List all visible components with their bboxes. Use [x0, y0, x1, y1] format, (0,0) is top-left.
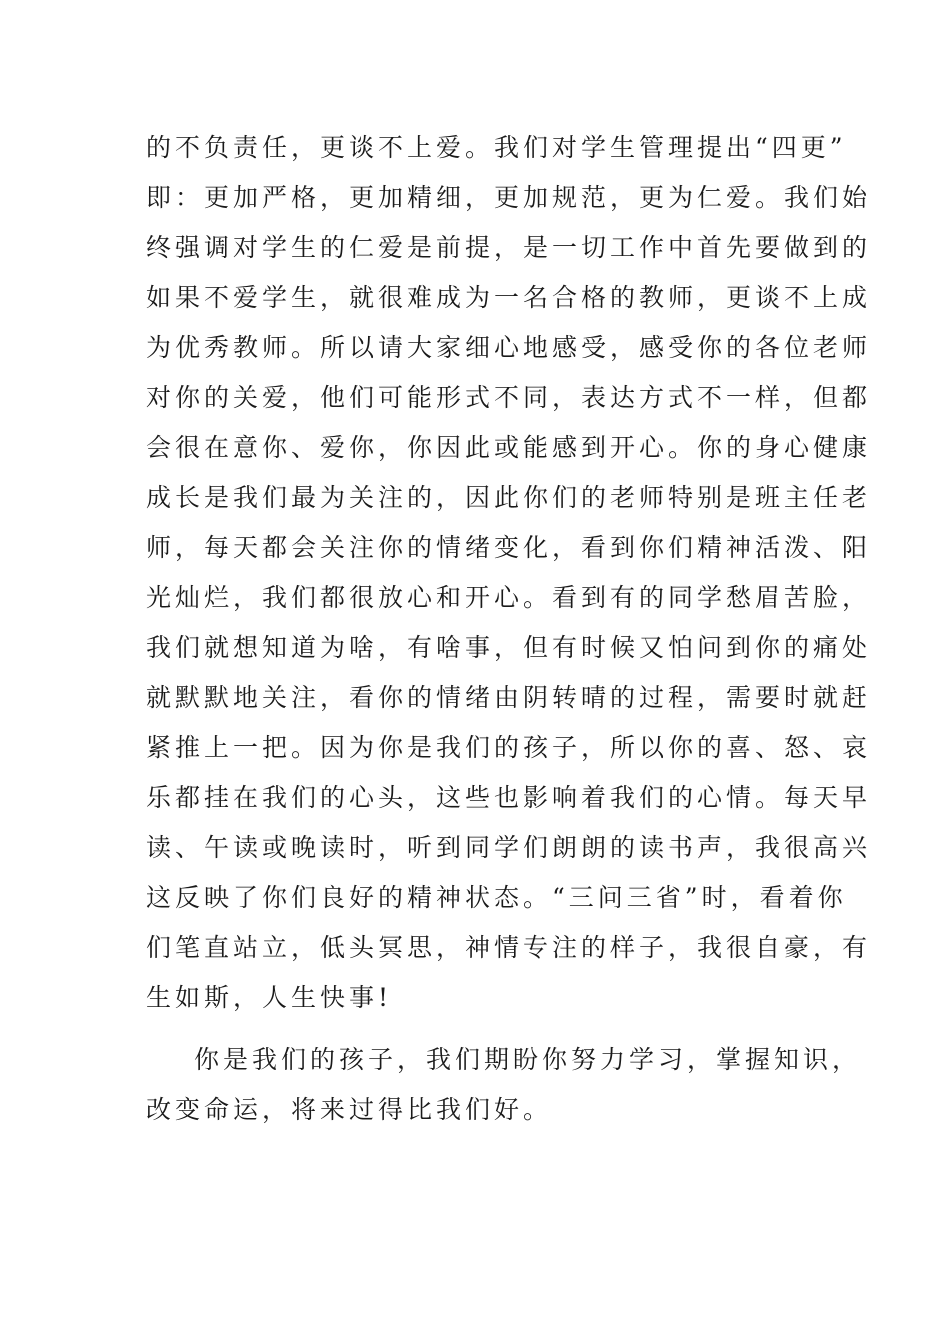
- text-line: 师，每天都会关注你的情绪变化，看到你们精神活泼、阳: [146, 533, 872, 562]
- text-line: 如果不爱学生，就很难成为一名合格的教师，更谈不上成: [146, 283, 872, 312]
- text-line: 光灿烂，我们都很放心和开心。看到有的同学愁眉苦脸，: [146, 583, 872, 612]
- text-line: 我们就想知道为啥，有啥事，但有时候又怕问到你的痛处: [146, 633, 872, 662]
- text-line: 的不负责任，更谈不上爱。我们对学生管理提出“四更”: [146, 133, 847, 162]
- text-line: 就默默地关注，看你的情绪由阴转晴的过程，需要时就赶: [146, 683, 872, 712]
- text-line: 会很在意你、爱你，你因此或能感到开心。你的身心健康: [146, 433, 872, 462]
- text-line: 紧推上一把。因为你是我们的孩子，所以你的喜、怒、哀: [146, 733, 872, 762]
- text-line: 们笔直站立，低头冥思，神情专注的样子，我很自豪，有: [146, 933, 872, 962]
- text-line: 这反映了你们良好的精神状态。“三问三省”时，看着你: [146, 883, 847, 912]
- paragraph-2: [146, 1035, 862, 1135]
- text-line: 即：更加严格，更加精细，更加规范，更为仁爱。我们始: [146, 183, 872, 212]
- text-line: 对你的关爱，他们可能形式不同，表达方式不一样，但都: [146, 383, 872, 412]
- paragraph-1: [146, 123, 872, 1023]
- text-line: 读、午读或晚读时，听到同学们朗朗的读书声，我很高兴: [146, 833, 872, 862]
- text-line: 为优秀教师。所以请大家细心地感受，感受你的各位老师: [146, 333, 872, 362]
- text-line: 乐都挂在我们的心头，这些也影响着我们的心情。每天早: [146, 783, 872, 812]
- text-line: 成长是我们最为关注的，因此你们的老师特别是班主任老: [146, 483, 872, 512]
- text-line: 生如斯，人生快事!: [146, 983, 393, 1012]
- text-line: 终强调对学生的仁爱是前提，是一切工作中首先要做到的: [146, 233, 872, 262]
- text-line: 你是我们的孩子，我们期盼你努力学习，掌握知识，: [194, 1045, 862, 1074]
- text-line: 改变命运，将来过得比我们好。: [146, 1095, 553, 1124]
